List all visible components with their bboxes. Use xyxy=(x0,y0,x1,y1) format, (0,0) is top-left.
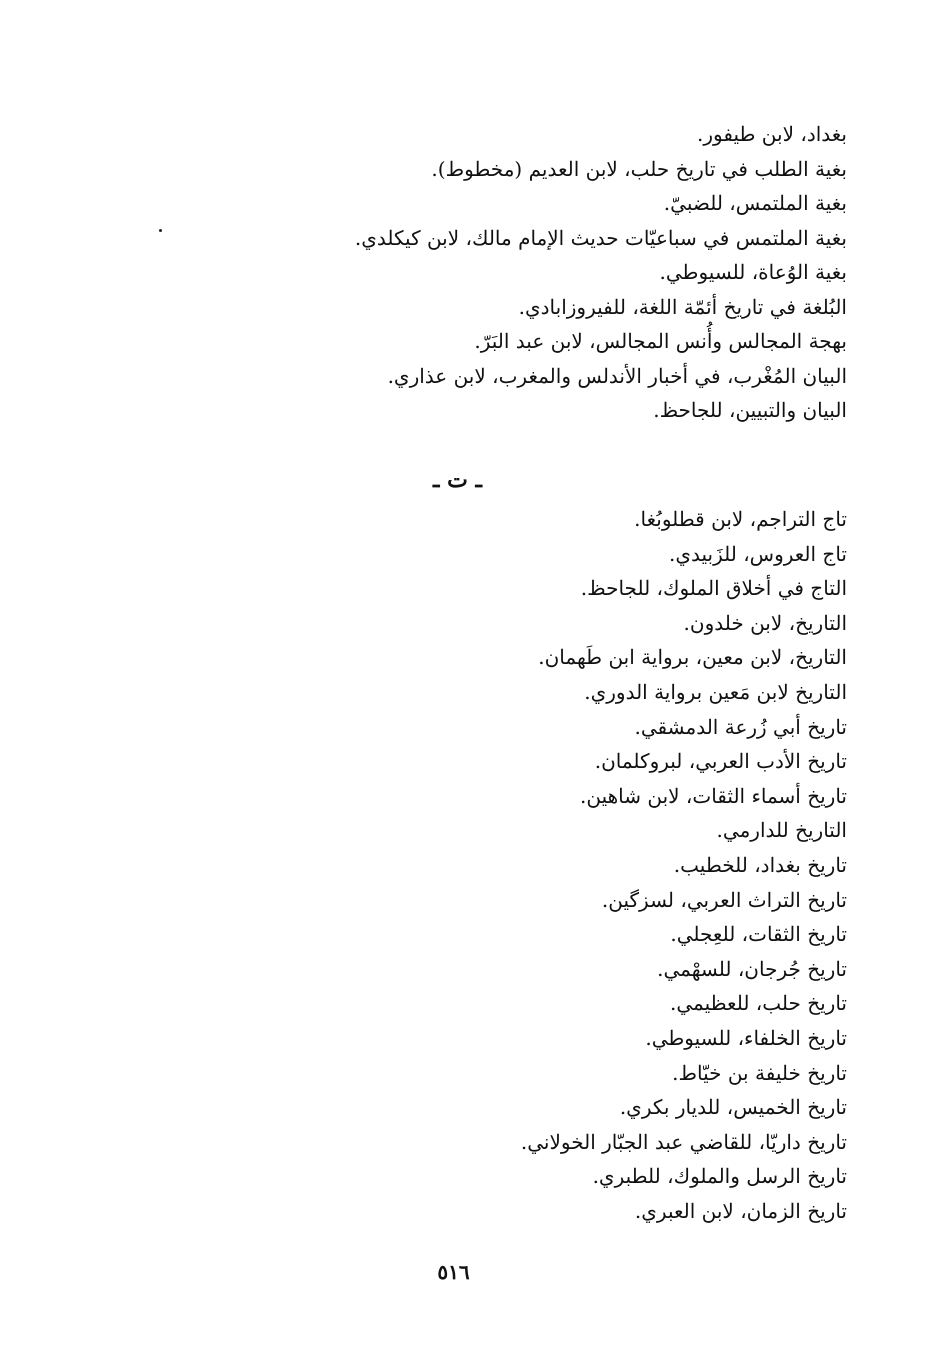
bibliography-entry: بغية الوُعاة، للسيوطي. xyxy=(659,260,847,284)
ink-speck xyxy=(159,229,162,232)
section-header-ta: ـ ت ـ xyxy=(433,467,482,493)
bibliography-entry: تاريخ بغداد، للخطيب. xyxy=(673,852,847,877)
bibliography-entry: تاريخ جُرجان، للسهْمي. xyxy=(657,956,847,981)
bibliography-entry: التاريخ لابن مَعين برواية الدوري. xyxy=(584,679,847,704)
bibliography-entry: التاريخ، لابن معين، برواية ابن طَهمان. xyxy=(538,645,847,670)
bibliography-list-ta xyxy=(287,502,847,1228)
bibliography-entry: تاريخ حلب، للعظيمي. xyxy=(670,991,847,1016)
bibliography-entry: تاريخ داريّا، للقاضي عبد الجبّار الخولاني. xyxy=(520,1129,847,1154)
bibliography-entry: تاريخ الزمان، لابن العبري. xyxy=(634,1198,847,1223)
bibliography-entry: تاريخ خليفة بن خيّاط. xyxy=(672,1060,847,1085)
bibliography-entry: التاريخ للدارمي. xyxy=(716,818,847,843)
bibliography-entry: تاج التراجم، لابن قطلوبُغا. xyxy=(634,507,847,531)
bibliography-entry: البُلغة في تاريخ أئمّة اللغة، للفيروزابادي. xyxy=(518,294,847,319)
bibliography-entry: التاريخ، لابن خلدون. xyxy=(683,610,847,635)
bibliography-entry: تاريخ الأدب العربي، لبروكلمان. xyxy=(594,749,847,774)
bibliography-entry: التاج في أخلاق الملوك، للجاحظ. xyxy=(580,576,847,601)
bibliography-entry: بهجة المجالس وأُنس المجالس، لابن عبد البَرّ. xyxy=(474,329,847,353)
page-number: ٥١٦ xyxy=(437,1260,470,1284)
bibliography-entry: البيان المُغْرب، في أخبار الأندلس والمغرب، لابن عذاري. xyxy=(387,363,847,388)
bibliography-entry: تاريخ الثقات، للعِجلي. xyxy=(670,922,847,947)
bibliography-entry: تاريخ الخميس، للديار بكري. xyxy=(619,1095,847,1120)
bibliography-entry: بغية الملتمس في سباعيّات حديث الإمام مالك، لابن كيكلدي. xyxy=(354,225,847,250)
bibliography-entry: تاريخ الخلفاء، للسيوطي. xyxy=(645,1025,847,1050)
bibliography-entry: تاج العروس، للزَبيدي. xyxy=(668,541,847,566)
bibliography-entry: تاريخ التراث العربي، لسزگين. xyxy=(601,887,847,912)
bibliography-list-ba xyxy=(287,117,847,428)
bibliography-entry: بغية الطلب في تاريخ حلب، لابن العديم (مخطوط). xyxy=(431,156,847,181)
bibliography-entry: بغية الملتمس، للضبيّ. xyxy=(663,191,847,215)
bibliography-entry: البيان والتبيين، للجاحظ. xyxy=(653,398,847,422)
bibliography-entry: تاريخ الرسل والملوك، للطبري. xyxy=(592,1164,847,1189)
bibliography-entry: تاريخ أسماء الثقات، لابن شاهين. xyxy=(580,783,847,808)
bibliography-entry: بغداد، لابن طيفور. xyxy=(697,122,847,146)
bibliography-entry: تاريخ أبي زُرعة الدمشقي. xyxy=(634,714,847,739)
